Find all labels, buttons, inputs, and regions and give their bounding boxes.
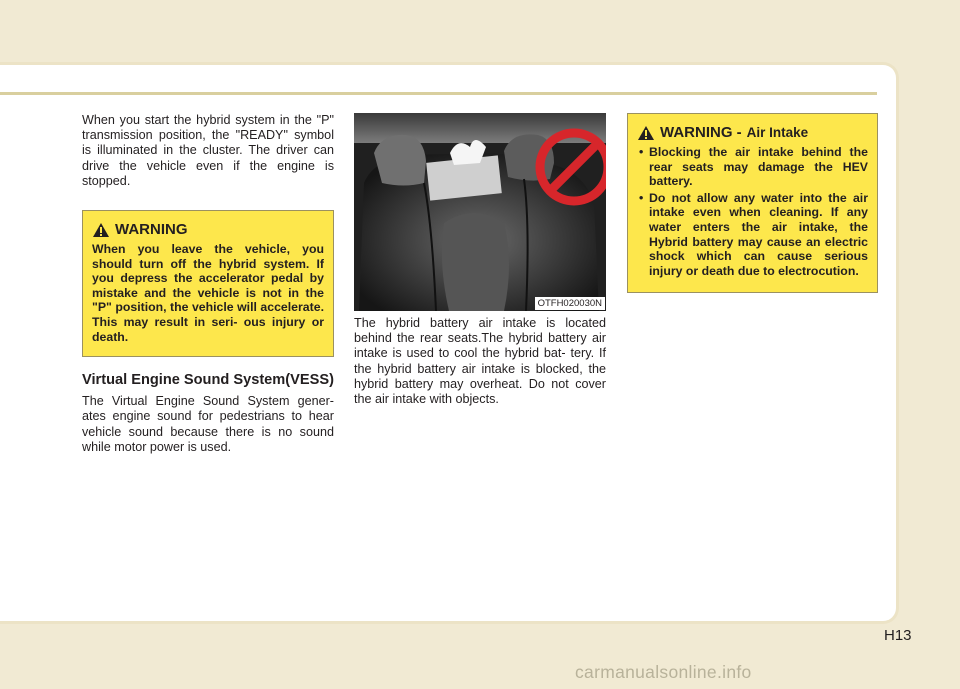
list-item: • Do not allow any water into the air intake even when cleaning. If any water enters the air intake, the Hybrid battery may cause an electric shock which can cause serious injury or death due to electrocution. (637, 191, 868, 279)
right-column (627, 113, 878, 293)
warning-box-air-intake (627, 113, 878, 293)
warning-header (92, 221, 324, 238)
page-number: H13 (884, 627, 912, 644)
warning-triangle-icon (92, 222, 110, 238)
list-item: • Blocking the air intake behind the rear seats may damage the HEV battery. (637, 145, 868, 189)
warning-subtitle: Air Intake (746, 125, 809, 140)
rear-seat-photo (354, 113, 606, 311)
warning-triangle-icon (637, 125, 655, 141)
rear-seat-illustration (354, 113, 606, 311)
vess-paragraph: The Virtual Engine Sound System gener- ates engine sound for pedestrians to hear vehicle sound because there is no sound while motor power is used. (82, 394, 334, 454)
section-title-vess: Virtual Engine Sound System(VESS) (82, 372, 334, 389)
warning-title: WARNING (115, 221, 188, 239)
middle-column (354, 113, 606, 407)
air-intake-paragraph: The hybrid battery air intake is located behind the rear seats.The hybrid battery air intake is used to cool the hybrid bat- tery. If the hybrid battery air intake is blocked, the hybrid battery may overheat. Do not cover the air intake with objects. (354, 316, 606, 407)
header-rule (0, 92, 877, 95)
photo-code: OTFH020030N (535, 297, 605, 310)
warning-title: WARNING - (660, 124, 742, 141)
warning-header-air-intake (637, 124, 868, 141)
left-column (82, 113, 334, 455)
warning-box-hybrid-off (82, 210, 334, 357)
warning-text: When you leave the vehicle, you should turn off the hybrid system. If you depress the accelerator pedal by mistake and the vehicle is not in the "P" position, the vehicle will accelerate. This may result in seri- ous injury or death. (92, 242, 324, 344)
warning-bullet-list (637, 145, 868, 278)
intro-paragraph: When you start the hybrid system in the "P" transmission position, the "READY" symbol is illuminated in the cluster. The driver can drive the vehicle even if the engine is stopped. (82, 113, 334, 188)
watermark: carmanualsonline.info (575, 662, 752, 682)
